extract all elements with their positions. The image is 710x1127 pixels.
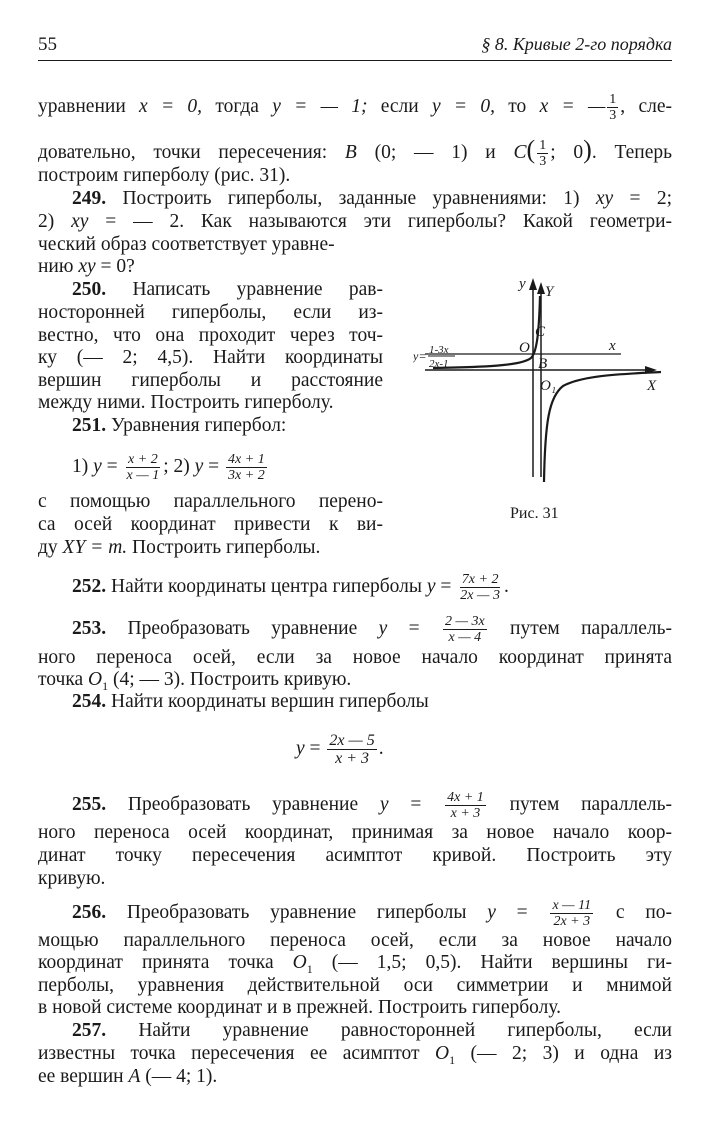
Y-axis-arrow-icon — [537, 282, 545, 294]
problem-256: 256. Преобразовать уравнение гиперболы y = $\frac{x — 11}{2x + 3}$ с по- — [72, 898, 673, 929]
label-O: O — [519, 340, 530, 356]
text-line: известны точка пересечения ее асимптот $O_1$ (— 2; 3) и одна из — [38, 1043, 672, 1067]
text-line: точка $O_1$ (4; — 3). Построить кривую. — [38, 669, 352, 693]
hyperbola-figure — [413, 272, 673, 517]
label-Y: Y — [545, 284, 554, 300]
text-line: уравнении x = 0, тогда y = — 1; если y = 0, то x = — $\frac{1}{3}$ , сле- — [38, 92, 672, 123]
label-C: C — [535, 324, 546, 340]
problem-255: 255. Преобразовать уравнение y = $\frac{4x + 1}{x + 3}$ путем параллель- — [72, 790, 672, 821]
text-line: са осей координат привести к ви- — [38, 514, 383, 535]
text-line: между ними. Построить гиперболу. — [38, 392, 334, 413]
label-O1: O₁ — [540, 378, 557, 394]
text-line: кривую. — [38, 868, 106, 889]
figure-caption: Рис. 31 — [510, 505, 559, 522]
text-line: ее вершин A (— 4; 1). — [38, 1066, 218, 1087]
problem-253: 253. Преобразовать уравнение y = $\frac{2 — 3x}{x — 4}$ путем параллель- — [72, 614, 672, 645]
label-y: y — [519, 276, 526, 292]
label-B: B — [538, 356, 548, 372]
text-line: носторонней гиперболы, если из- — [38, 302, 383, 323]
problem-249: 249. Построить гиперболы, заданные уравнениями: 1) xy = 2; — [72, 188, 672, 209]
fraction: $\frac{1}{3}$ — [609, 92, 617, 123]
text-line: динат точку пересечения асимптот кривой. Построить эту — [38, 845, 672, 866]
label-x: x — [609, 338, 616, 354]
text-line: мощью параллельного переноса осей, если за новое начало — [38, 930, 672, 951]
curve-equation-prefix: y= — [413, 349, 427, 363]
curve-equation-denominator: 2x-1 — [429, 358, 449, 370]
text-line: с помощью параллельного перено- — [38, 491, 383, 512]
equation-line: 1) y = $\frac{x + 2}{x — 1}$ ; 2) y = $\frac{4x + 1}{3x + 2}$ — [72, 452, 265, 483]
problem-254: 254. Найти координаты вершин гиперболы — [72, 691, 429, 712]
page-number: 55 — [38, 34, 57, 55]
text-line: ческий образ соответствует уравне- — [38, 234, 335, 255]
text-line: построим гиперболу (рис. 31). — [38, 165, 291, 186]
problem-257: 257. Найти уравнение равносторонней гиперболы, если — [72, 1020, 672, 1041]
text-line: вершин гиперболы и расстояние — [38, 370, 383, 391]
problem-251: 251. Уравнения гипербол: — [72, 415, 287, 436]
problem-250: 250. Написать уравнение рав- — [72, 279, 383, 300]
text-line: ного переноса осей координат, принимая за новое начало коор- — [38, 822, 672, 843]
text-line: 2) xy = — 2. Как называются эти гиперболы? Какой геометри- — [38, 211, 672, 232]
hyperbola-left-branch — [433, 296, 540, 368]
text-line: перболы, уравнения действительной оси симметрии и мнимой — [38, 975, 672, 996]
page-header — [38, 26, 672, 61]
curve-equation-numerator: 1-3x — [429, 344, 449, 356]
display-equation: y = $\frac{2x — 5}{x + 3}$ . — [296, 732, 384, 767]
text-line: нию xy = 0? — [38, 256, 135, 277]
text-line: вестно, что она проходит через точ- — [38, 325, 383, 346]
hyperbola-right-branch — [544, 372, 661, 482]
y-axis-arrow-icon — [529, 278, 537, 290]
text-line: ду XY = m. Построить гиперболы. — [38, 537, 321, 558]
problem-252: 252. Найти координаты центра гиперболы y = $\frac{7x + 2}{2x — 3}$ . — [72, 572, 509, 603]
running-title: § 8. Кривые 2-го порядка — [481, 34, 672, 54]
label-X: X — [647, 378, 657, 394]
text-line: ку (— 2; 4,5). Найти координаты — [38, 347, 383, 368]
text-line: координат принята точка $O_1$ (— 1,5; 0,5). Найти вершины ги- — [38, 952, 672, 976]
text-line: в новой системе координат и в прежней. Построить гиперболу. — [38, 997, 562, 1018]
text-line: ного переноса осей, если за новое начало координат принята — [38, 647, 672, 668]
text-line: довательно, точки пересечения: B (0; — 1) и C( $\frac{1}{3}$ ; 0). Теперь — [38, 134, 673, 169]
